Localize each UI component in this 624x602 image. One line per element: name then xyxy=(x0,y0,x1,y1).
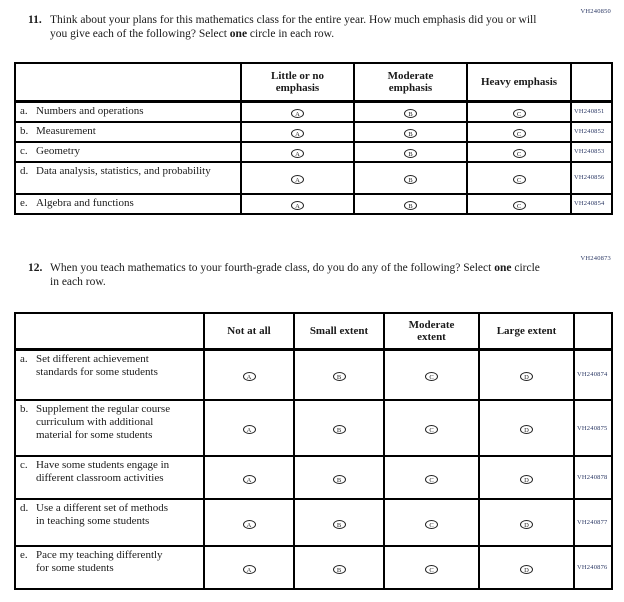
table-row xyxy=(15,101,612,122)
answer-cell xyxy=(354,194,467,214)
answer-bubble-c[interactable]: C xyxy=(425,565,438,574)
row-letter: e. xyxy=(20,196,28,209)
answer-cell xyxy=(294,349,384,400)
answer-cell xyxy=(241,122,354,142)
row-label-cell xyxy=(15,122,241,142)
answer-bubble-c[interactable]: C xyxy=(513,129,526,138)
table-row xyxy=(15,499,612,546)
table-row xyxy=(15,162,612,194)
answer-bubble-a[interactable]: A xyxy=(291,149,304,158)
answer-cell xyxy=(241,162,354,194)
item-code: VH240878 xyxy=(574,456,612,499)
answer-cell xyxy=(241,142,354,162)
question-12 xyxy=(28,262,550,289)
answer-bubble-c[interactable]: C xyxy=(425,425,438,434)
row-letter: a. xyxy=(20,352,28,365)
answer-cell xyxy=(294,400,384,456)
row-letter: d. xyxy=(20,502,29,514)
column-header-large-extent xyxy=(479,313,574,349)
row-label: Numbers and operations xyxy=(36,104,144,117)
answer-cell xyxy=(479,349,574,400)
row-label-cell xyxy=(15,349,204,400)
question-11-code: VH240850 xyxy=(580,8,611,15)
answer-bubble-a[interactable]: A xyxy=(243,520,256,529)
answer-cell xyxy=(467,142,571,162)
question-11-text-post: circle in each row. xyxy=(249,27,335,40)
question-11-text-pre: Think about your plans for this mathematics class for the entire year. How much emphasis did you or will you give each of the following? Select xyxy=(50,14,537,40)
row-letter: b. xyxy=(20,124,29,137)
item-code: VH240877 xyxy=(574,499,612,546)
column-header-label: Moderate emphasis xyxy=(387,69,434,94)
column-header-heavy-emphasis xyxy=(467,63,571,101)
row-label-cell xyxy=(15,546,204,589)
answer-bubble-a[interactable]: A xyxy=(291,175,304,184)
answer-cell xyxy=(479,499,574,546)
answer-cell xyxy=(384,456,479,499)
row-label: Measurement xyxy=(36,124,96,137)
column-header-moderate-emphasis xyxy=(354,63,467,101)
row-letter: c. xyxy=(20,144,28,157)
answer-bubble-b[interactable]: B xyxy=(404,175,417,184)
answer-cell xyxy=(467,122,571,142)
answer-bubble-c[interactable]: C xyxy=(513,109,526,118)
row-label: Supplement the regular course curriculum with additional material for some students xyxy=(36,403,171,441)
answer-bubble-a[interactable]: A xyxy=(291,129,304,138)
answer-cell xyxy=(204,499,294,546)
item-code: VH240851 xyxy=(571,101,612,122)
answer-bubble-b[interactable]: B xyxy=(333,565,346,574)
answer-cell xyxy=(294,546,384,589)
answer-bubble-b[interactable]: B xyxy=(404,201,417,210)
answer-bubble-d[interactable]: D xyxy=(520,372,533,381)
answer-cell xyxy=(294,499,384,546)
answer-bubble-c[interactable]: C xyxy=(513,175,526,184)
question-12-text-post: circle in each row. xyxy=(50,262,540,288)
row-letter: d. xyxy=(20,164,29,177)
table-row xyxy=(15,400,612,456)
row-label: Set different achievement standards for some students xyxy=(36,352,158,378)
question-12-text-pre: When you teach mathematics to your fourth-grade class, do you do any of the following? Select xyxy=(50,262,492,274)
row-label-cell xyxy=(15,456,204,499)
column-header-label: Little or no emphasis xyxy=(271,69,324,94)
table-header-row xyxy=(15,63,612,101)
row-letter: e. xyxy=(20,549,28,561)
column-header-moderate-extent xyxy=(384,313,479,349)
answer-cell xyxy=(467,101,571,122)
answer-bubble-d[interactable]: D xyxy=(520,565,533,574)
table-row xyxy=(15,546,612,589)
table-row xyxy=(15,456,612,499)
answer-cell xyxy=(241,194,354,214)
answer-bubble-a[interactable]: A xyxy=(243,425,256,434)
answer-bubble-b[interactable]: B xyxy=(404,129,417,138)
column-header-not-at-all xyxy=(204,313,294,349)
answer-bubble-a[interactable]: A xyxy=(243,372,256,381)
row-label-cell xyxy=(15,162,241,194)
question-11 xyxy=(28,14,550,41)
answer-cell xyxy=(479,400,574,456)
answer-cell xyxy=(294,456,384,499)
row-label-cell xyxy=(15,499,204,546)
answer-bubble-b[interactable]: B xyxy=(333,520,346,529)
table-row xyxy=(15,122,612,142)
answer-cell xyxy=(479,546,574,589)
answer-cell xyxy=(354,142,467,162)
answer-cell xyxy=(354,101,467,122)
question-12-text-bold: one xyxy=(494,262,512,274)
item-code: VH240856 xyxy=(571,162,612,194)
column-header-label: Heavy emphasis xyxy=(480,75,558,88)
answer-bubble-c[interactable]: C xyxy=(425,372,438,381)
row-label-cell xyxy=(15,194,241,214)
row-label: Use a different set of methods in teaching some students xyxy=(36,502,169,527)
answer-bubble-a[interactable]: A xyxy=(291,201,304,210)
column-header-label: Large extent xyxy=(496,324,557,337)
answer-bubble-b[interactable]: B xyxy=(333,372,346,381)
answer-cell xyxy=(384,349,479,400)
row-label-cell xyxy=(15,400,204,456)
table-row xyxy=(15,194,612,214)
row-label: Geometry xyxy=(36,144,80,157)
item-code: VH240874 xyxy=(574,349,612,400)
answer-cell xyxy=(384,546,479,589)
answer-cell xyxy=(467,194,571,214)
answer-bubble-c[interactable]: C xyxy=(513,201,526,210)
question-12-number: 12. xyxy=(28,262,43,274)
row-label: Data analysis, statistics, and probability xyxy=(36,164,211,177)
answer-cell xyxy=(204,546,294,589)
header-code-cell xyxy=(574,313,612,349)
row-label-cell xyxy=(15,101,241,122)
row-label-cell xyxy=(15,142,241,162)
answer-bubble-a[interactable]: A xyxy=(243,475,256,484)
table-row xyxy=(15,142,612,162)
column-header-little-or-no-emphasis xyxy=(241,63,354,101)
answer-cell xyxy=(467,162,571,194)
item-code: VH240875 xyxy=(574,400,612,456)
table-row xyxy=(15,349,612,400)
answer-bubble-a[interactable]: A xyxy=(243,565,256,574)
answer-bubble-b[interactable]: B xyxy=(333,475,346,484)
row-label: Have some students engage in different classroom activities xyxy=(36,459,170,484)
answer-bubble-c[interactable]: C xyxy=(425,475,438,484)
question-12-code: VH240873 xyxy=(580,255,611,262)
answer-cell xyxy=(354,162,467,194)
row-letter: a. xyxy=(20,104,28,117)
column-header-label: Not at all xyxy=(227,324,271,337)
column-header-label: Small extent xyxy=(309,324,369,337)
answer-bubble-d[interactable]: D xyxy=(520,520,533,529)
row-letter: c. xyxy=(20,459,28,471)
answer-bubble-b[interactable]: B xyxy=(404,149,417,158)
question-11-table xyxy=(14,62,613,215)
question-12-table xyxy=(14,312,613,590)
header-empty-cell xyxy=(15,313,204,349)
answer-bubble-d[interactable]: D xyxy=(520,475,533,484)
item-code: VH240876 xyxy=(574,546,612,589)
table-header-row xyxy=(15,313,612,349)
column-header-small-extent xyxy=(294,313,384,349)
item-code: VH240852 xyxy=(571,122,612,142)
item-code: VH240854 xyxy=(571,194,612,214)
answer-cell xyxy=(479,456,574,499)
column-header-label: Moderate extent xyxy=(408,318,455,343)
header-empty-cell xyxy=(15,63,241,101)
answer-bubble-a[interactable]: A xyxy=(291,109,304,118)
answer-cell xyxy=(204,400,294,456)
answer-cell xyxy=(204,349,294,400)
answer-cell xyxy=(384,400,479,456)
answer-cell xyxy=(204,456,294,499)
item-code: VH240853 xyxy=(571,142,612,162)
answer-bubble-c[interactable]: C xyxy=(425,520,438,529)
question-11-text xyxy=(50,14,550,41)
question-11-number: 11. xyxy=(28,14,42,26)
answer-cell xyxy=(241,101,354,122)
answer-cell xyxy=(384,499,479,546)
answer-bubble-c[interactable]: C xyxy=(513,149,526,158)
header-code-cell xyxy=(571,63,612,101)
question-11-text-bold: one xyxy=(229,27,248,40)
row-letter: b. xyxy=(20,403,29,415)
row-label: Pace my teaching differently for some students xyxy=(36,549,163,574)
answer-bubble-b[interactable]: B xyxy=(404,109,417,118)
answer-bubble-b[interactable]: B xyxy=(333,425,346,434)
answer-cell xyxy=(354,122,467,142)
row-label: Algebra and functions xyxy=(36,196,134,209)
answer-bubble-d[interactable]: D xyxy=(520,425,533,434)
question-12-text xyxy=(50,262,550,289)
